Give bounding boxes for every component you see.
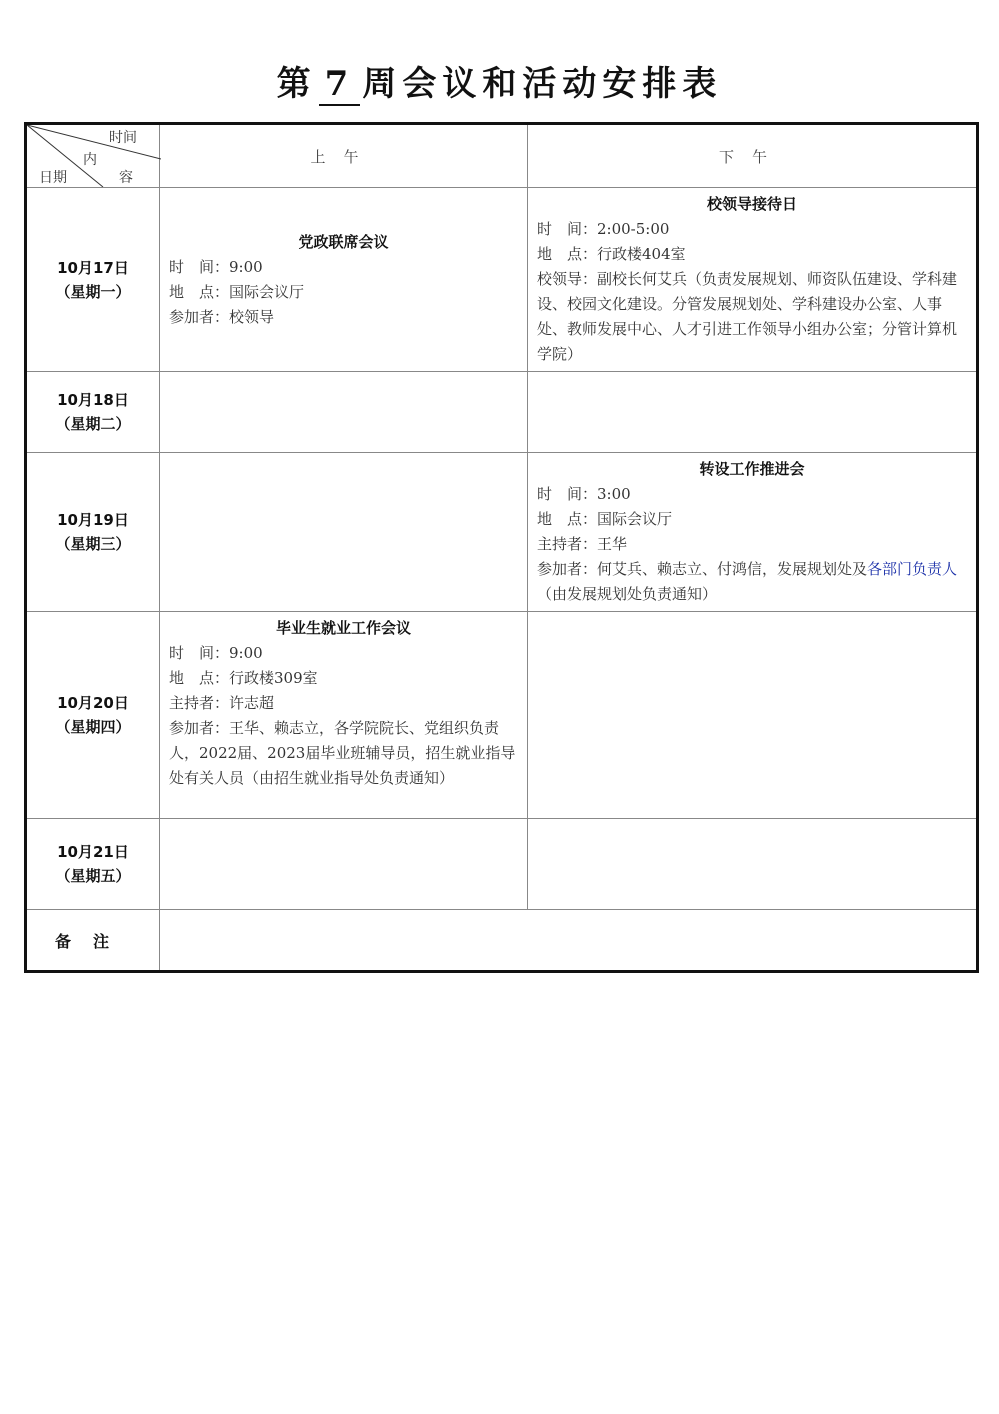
event-leader: 校领导：副校长何艾兵（负责发展规划、师资队伍建设、学科建设、校园文化建设。分管发展规划处、学科建设办公室、人事处、教师发展中心、人才引进工作领导小组办公室；分管计算机学院） xyxy=(537,270,958,363)
event-title: 党政联席会议 xyxy=(298,232,389,251)
date-cell xyxy=(26,188,160,372)
event-location: 地 点：国际会议厅 xyxy=(169,282,305,301)
event-host: 主持者：王华 xyxy=(537,535,628,553)
table-row xyxy=(26,819,978,910)
page-title xyxy=(0,56,999,106)
event-participants: 参加者：王华、赖志立，各学院院长、党组织负责人，2022届、2023届毕业班辅导员，招生就业指导处有关人员（由招生就业指导处负责通知） xyxy=(169,719,516,787)
table-row xyxy=(26,188,978,372)
event-participants: 参加者：校领导 xyxy=(169,307,275,326)
afternoon-cell xyxy=(528,188,978,372)
morning-cell xyxy=(160,188,528,372)
participants-highlight: 各部门负责人 xyxy=(867,560,958,578)
schedule-table xyxy=(24,122,979,973)
event-title: 毕业生就业工作会议 xyxy=(275,619,411,637)
table-row xyxy=(26,453,978,612)
event-title: 转设工作推进会 xyxy=(699,460,805,478)
afternoon-cell xyxy=(528,612,978,819)
date-label: 10月19日 xyxy=(57,511,129,529)
event-time: 时 间：9:00 xyxy=(169,644,263,662)
diagonal-header-cell xyxy=(26,124,160,188)
morning-header: 上午 xyxy=(160,124,528,188)
afternoon-cell xyxy=(528,372,978,453)
date-label: 10月20日 xyxy=(57,694,129,712)
event-participants xyxy=(537,557,967,607)
table-row xyxy=(26,612,978,819)
afternoon-cell xyxy=(528,453,978,612)
weekday-label: （星期一） xyxy=(55,282,131,301)
notes-label: 备注 xyxy=(26,910,160,972)
event-time: 时 间：2:00-5:00 xyxy=(537,220,670,238)
morning-cell xyxy=(160,819,528,910)
title-suffix: 周会议和活动安排表 xyxy=(362,64,723,104)
week-number: 7 xyxy=(319,64,361,106)
date-label: 10月17日 xyxy=(57,258,129,277)
weekday-label: （星期三） xyxy=(55,535,131,553)
event-time: 时 间：3:00 xyxy=(537,485,631,503)
diag-content-label-2: 容 xyxy=(119,170,133,186)
title-prefix: 第 xyxy=(276,64,317,104)
date-cell xyxy=(26,612,160,819)
diag-content-label-1: 内 xyxy=(83,152,97,168)
event-location: 地 点：国际会议厅 xyxy=(537,510,673,528)
afternoon-header: 下午 xyxy=(528,124,978,188)
event-time: 时 间：9:00 xyxy=(169,257,263,276)
date-cell xyxy=(26,372,160,453)
notes-cell xyxy=(160,910,978,972)
date-cell xyxy=(26,819,160,910)
date-label: 10月18日 xyxy=(57,391,129,409)
weekday-label: （星期五） xyxy=(55,867,131,885)
event-title: 校领导接待日 xyxy=(706,195,797,213)
afternoon-cell xyxy=(528,819,978,910)
weekday-label: （星期二） xyxy=(55,415,131,433)
participants-note: （由发展规划处负责通知） xyxy=(537,585,718,603)
diag-time-label: 时间 xyxy=(109,130,137,146)
participants-text: 参加者：何艾兵、赖志立、付鸿信，发展规划处及 xyxy=(537,560,868,578)
morning-cell xyxy=(160,453,528,612)
event-location: 地 点：行政楼309室 xyxy=(169,669,318,687)
header-row xyxy=(26,124,978,188)
table-row xyxy=(26,372,978,453)
morning-cell xyxy=(160,612,528,819)
notes-row xyxy=(26,910,978,972)
morning-cell xyxy=(160,372,528,453)
date-cell xyxy=(26,453,160,612)
event-host: 主持者：许志超 xyxy=(169,694,275,712)
event-location: 地 点：行政楼404室 xyxy=(537,245,686,263)
weekday-label: （星期四） xyxy=(55,718,131,736)
diag-date-label: 日期 xyxy=(39,170,67,186)
date-label: 10月21日 xyxy=(57,843,129,861)
